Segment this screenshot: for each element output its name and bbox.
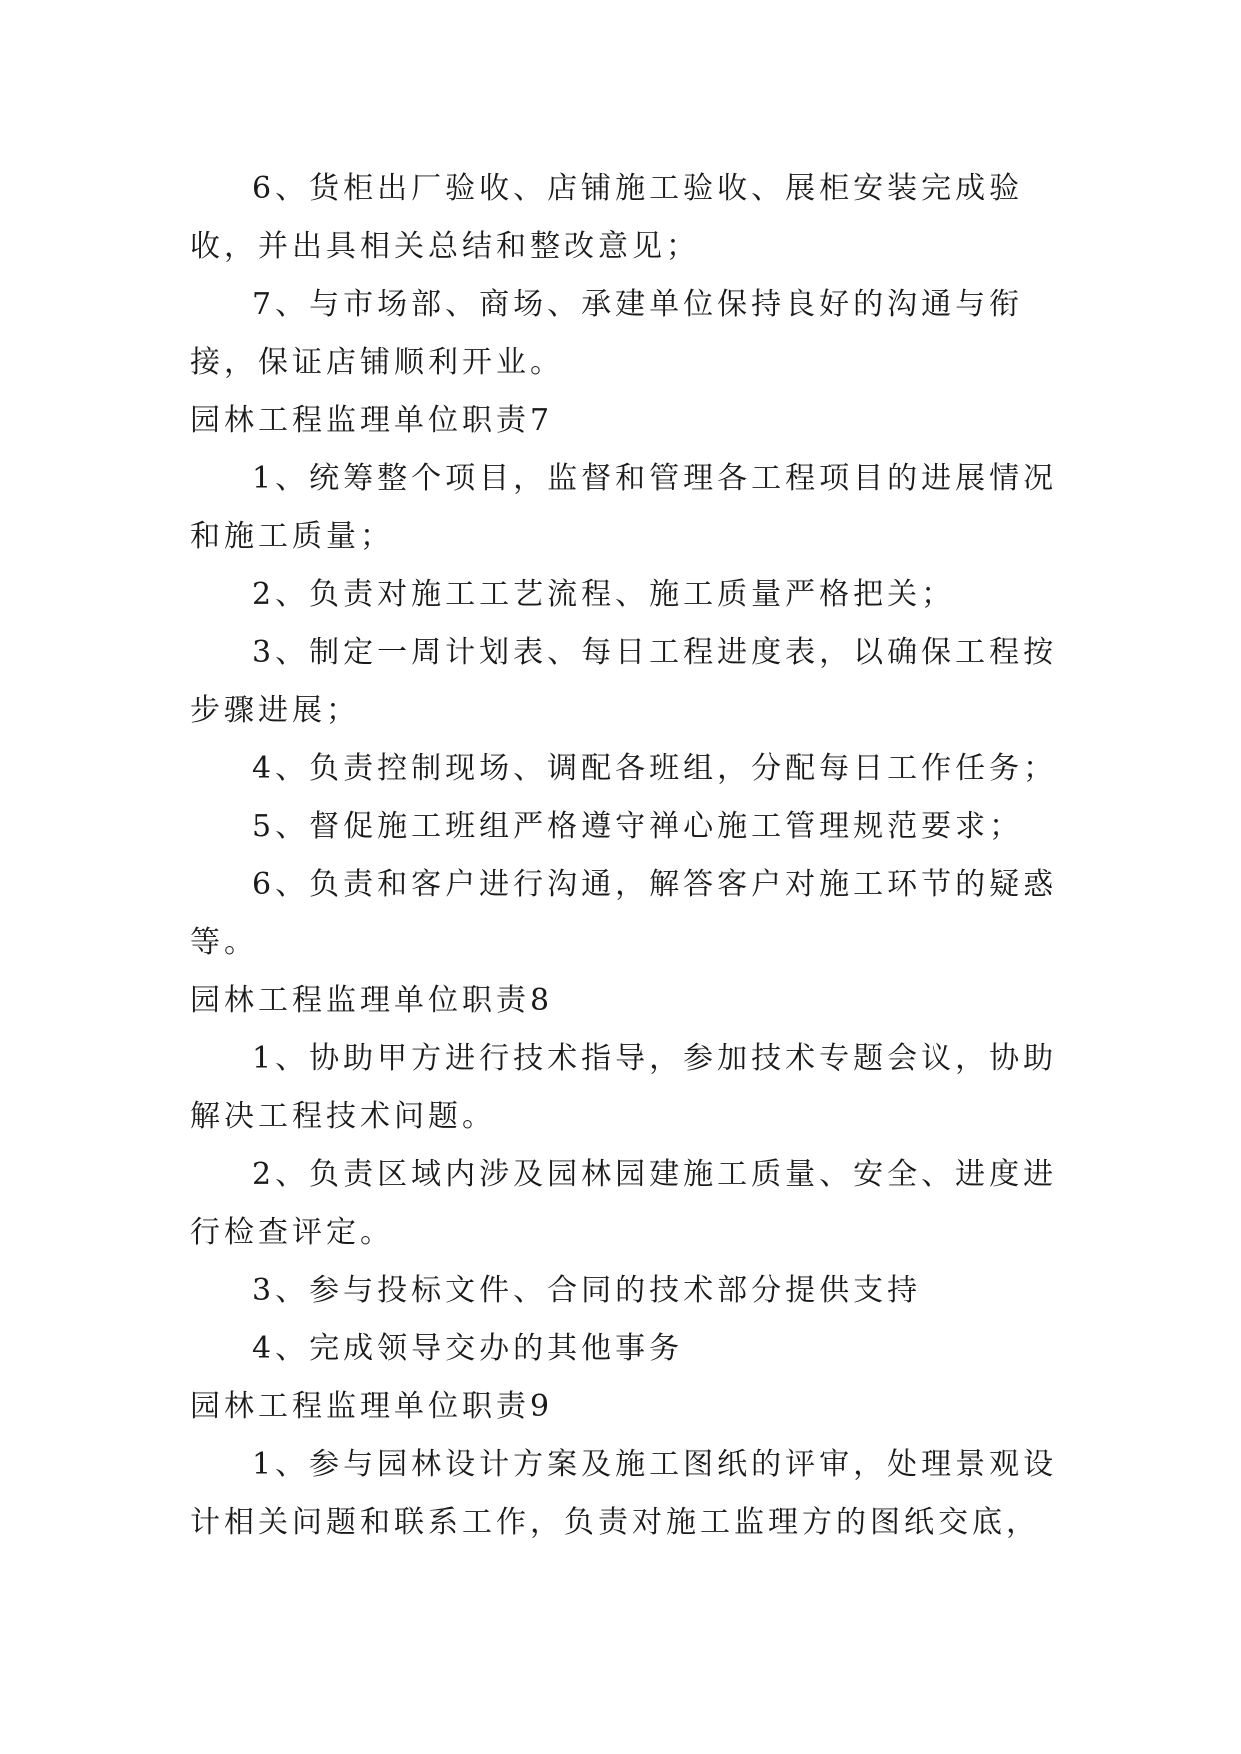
paragraph-s8-item-3: 3、参与投标文件、合同的技术部分提供支持 [252, 1273, 922, 1308]
paragraph-s7-item-2: 2、负责对施工工艺流程、施工质量严格把关； [252, 577, 956, 612]
paragraph-s7-item-6: 6、负责和客户进行沟通，解答客户对施工环节的疑惑等。 [190, 867, 1058, 960]
paragraph-s8-item-4: 4、完成领导交办的其他事务 [252, 1331, 684, 1366]
paragraph-s9-item-1: 1、参与园林设计方案及施工图纸的评审，处理景观设计相关问题和联系工作，负责对施工监理方的图纸交底， [190, 1447, 1058, 1540]
paragraph-item-7-communication: 7、与市场部、商场、承建单位保持良好的沟通与衔接，保证店铺顺利开业。 [190, 287, 1024, 380]
paragraph-s7-item-5: 5、督促施工班组严格遵守禅心施工管理规范要求； [252, 809, 1024, 844]
paragraph-s7-item-4: 4、负责控制现场、调配各班组，分配每日工作任务； [252, 751, 1058, 786]
paragraph-s7-item-3: 3、制定一周计划表、每日工程进度表，以确保工程按步骤进展； [190, 635, 1058, 728]
paragraph-s8-item-2: 2、负责区域内涉及园林园建施工质量、安全、进度进行检查评定。 [190, 1157, 1058, 1250]
section-heading-8: 园林工程监理单位职责8 [190, 983, 554, 1018]
paragraph-item-6-acceptance: 6、货柜出厂验收、店铺施工验收、展柜安装完成验收，并出具相关总结和整改意见； [190, 171, 1024, 264]
paragraph-s7-item-1: 1、统筹整个项目，监督和管理各工程项目的进展情况和施工质量； [190, 461, 1058, 554]
section-heading-7: 园林工程监理单位职责7 [190, 403, 554, 438]
paragraph-s8-item-1: 1、协助甲方进行技术指导，参加技术专题会议，协助解决工程技术问题。 [190, 1041, 1058, 1134]
document-body [190, 160, 1070, 1552]
section-heading-9: 园林工程监理单位职责9 [190, 1389, 554, 1424]
